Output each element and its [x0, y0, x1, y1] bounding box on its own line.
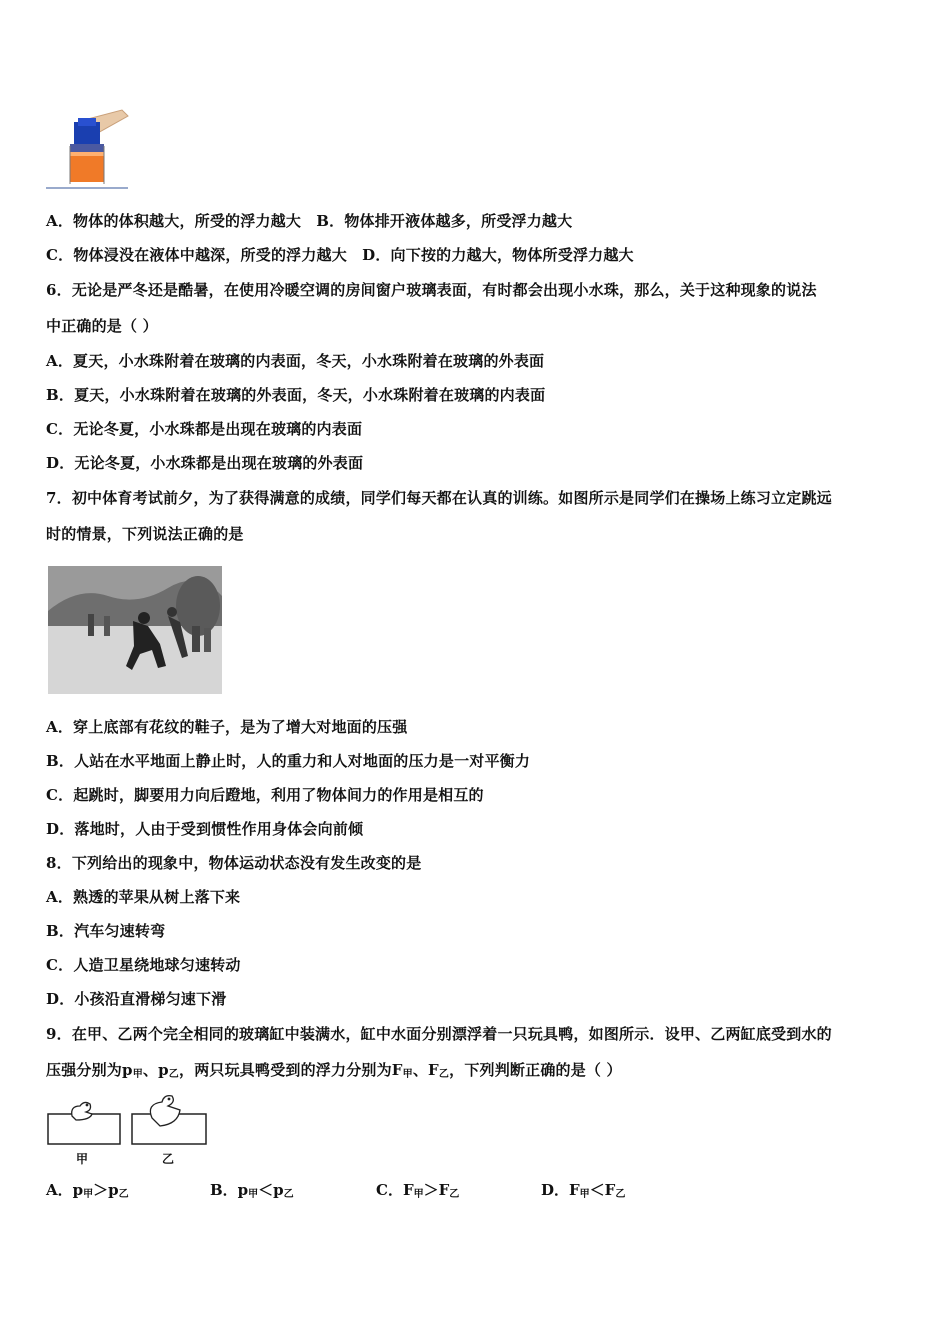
q5-options-row1: A．物体的体积越大，所受的浮力越大 B．物体排开液体越多，所受浮力越大	[46, 212, 573, 230]
duck-tanks-figure	[46, 1094, 210, 1166]
q8-option-b: B．汽车匀速转弯	[46, 922, 166, 940]
q7-option-c: C．起跳时，脚要用力向后蹬地，利用了物体间力的作用是相互的	[46, 786, 484, 804]
q8-option-a: A．熟透的苹果从树上落下来	[46, 888, 241, 906]
q9-stem-line2: 压强分别为$p_甲$、$p_乙$，两只玩具鸭受到的浮力分别为$F_甲$、$F_乙$，下列判断正确的是（ ）	[46, 1061, 622, 1080]
q9-option-d: D．$F_甲<F_乙$	[541, 1181, 626, 1200]
q8-option-c: C．人造卫星绕地球匀速转动	[46, 956, 241, 974]
q9-option-c: C．$F_甲>F_乙$	[376, 1181, 460, 1200]
q8-option-d: D．小孩沿直滑梯匀速下滑	[46, 990, 227, 1008]
q7-option-b: B．人站在水平地面上静止时，人的重力和人对地面的压力是一对平衡力	[46, 752, 531, 770]
buoyancy-cup-figure	[44, 106, 132, 192]
q6-stem-line1: 6．无论是严冬还是酷暑，在使用冷暖空调的房间窗户玻璃表面，有时都会出现小水珠，那么，关于这种现象的说法	[46, 281, 817, 299]
q7-stem-line1: 7．初中体育考试前夕，为了获得满意的成绩，同学们每天都在认真的训练。如图所示是同学们在操场上练习立定跳远	[46, 489, 832, 507]
q5-options-row2: C．物体浸没在液体中越深，所受的浮力越大 D．向下按的力越大，物体所受浮力越大	[46, 246, 634, 264]
q7-stem-line2: 时的情景，下列说法正确的是	[46, 525, 244, 543]
q6-option-b: B．夏天，小水珠附着在玻璃的外表面，冬天，小水珠附着在玻璃的内表面	[46, 386, 546, 404]
q9-option-b: B．$p_甲<p_乙$	[210, 1181, 294, 1200]
q7-option-a: A．穿上底部有花纹的鞋子，是为了增大对地面的压强	[46, 718, 408, 736]
q6-option-d: D．无论冬夏，小水珠都是出现在玻璃的外表面	[46, 454, 364, 472]
q6-stem-line2: 中正确的是（ ）	[46, 317, 158, 335]
q6-option-c: C．无论冬夏，小水珠都是出现在玻璃的内表面	[46, 420, 363, 438]
q6-option-a: A．夏天，小水珠附着在玻璃的内表面，冬天，小水珠附着在玻璃的外表面	[46, 352, 545, 370]
fig-label-jia: 甲	[76, 1152, 89, 1166]
q9-option-a: A．$p_甲>p_乙$	[46, 1181, 129, 1200]
q7-option-d: D．落地时，人由于受到惯性作用身体会向前倾	[46, 820, 364, 838]
q8-stem: 8．下列给出的现象中，物体运动状态没有发生改变的是	[46, 854, 422, 872]
q9-stem-line1: 9．在甲、乙两个完全相同的玻璃缸中装满水，缸中水面分别漂浮着一只玩具鸭，如图所示．设甲、乙两缸底受到水的	[46, 1025, 832, 1043]
long-jump-photo	[48, 566, 222, 694]
fig-label-yi: 乙	[162, 1152, 175, 1166]
